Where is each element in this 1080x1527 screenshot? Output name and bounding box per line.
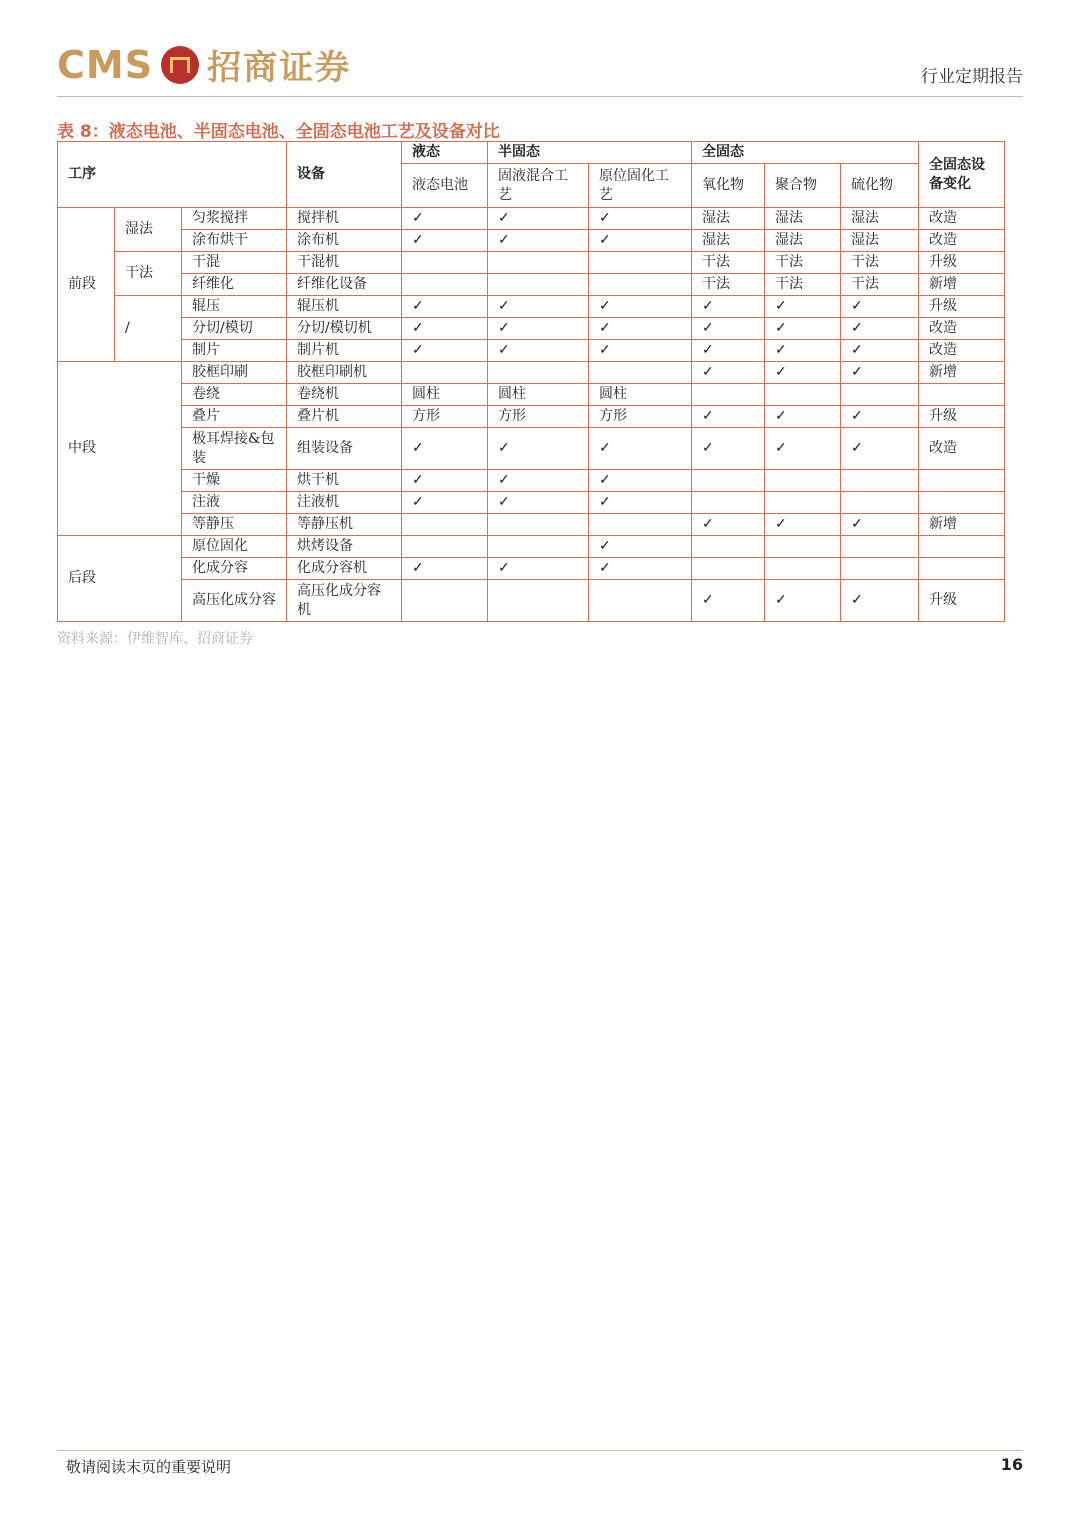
value-cell: ✓ <box>402 318 488 340</box>
value-cell <box>589 274 692 296</box>
value-cell: 干法 <box>692 274 765 296</box>
table-row <box>58 208 1005 230</box>
value-cell: ✓ <box>841 428 919 470</box>
page-header <box>57 36 1023 96</box>
cms-logo <box>57 40 351 89</box>
equipment-cell: 叠片机 <box>287 406 402 428</box>
process-step-cell: 原位固化 <box>182 536 287 558</box>
value-cell <box>402 536 488 558</box>
value-cell: ✓ <box>841 580 919 622</box>
equipment-cell: 辊压机 <box>287 296 402 318</box>
subheader-solid-liquid-mix: 固液混合工艺 <box>488 164 589 208</box>
change-cell <box>919 492 1005 514</box>
value-cell: ✓ <box>692 580 765 622</box>
value-cell: 湿法 <box>841 230 919 252</box>
value-cell <box>765 492 841 514</box>
value-cell: 圆柱 <box>488 384 589 406</box>
report-type: 行业定期报告 <box>921 67 1023 87</box>
equipment-cell: 胶框印刷机 <box>287 362 402 384</box>
value-cell: ✓ <box>402 428 488 470</box>
process-step-cell: 辊压 <box>182 296 287 318</box>
equipment-cell: 高压化成分容机 <box>287 580 402 622</box>
value-cell <box>765 536 841 558</box>
logo-emblem-icon <box>161 46 199 84</box>
value-cell <box>841 536 919 558</box>
equipment-cell: 分切/模切机 <box>287 318 402 340</box>
value-cell: 湿法 <box>765 230 841 252</box>
equipment-cell: 烘干机 <box>287 470 402 492</box>
value-cell: 干法 <box>692 252 765 274</box>
table-row <box>58 580 1005 622</box>
table-row <box>58 384 1005 406</box>
value-cell: ✓ <box>765 580 841 622</box>
process-step-cell: 叠片 <box>182 406 287 428</box>
value-cell: 干法 <box>765 252 841 274</box>
value-cell: ✓ <box>765 514 841 536</box>
value-cell: ✓ <box>589 296 692 318</box>
value-cell <box>692 536 765 558</box>
process-step-cell: 卷绕 <box>182 384 287 406</box>
table-row <box>58 252 1005 274</box>
header-equipment-change: 全固态设备变化 <box>919 142 1005 208</box>
equipment-cell: 干混机 <box>287 252 402 274</box>
value-cell: ✓ <box>692 428 765 470</box>
equipment-cell: 搅拌机 <box>287 208 402 230</box>
value-cell <box>589 580 692 622</box>
equipment-cell: 组装设备 <box>287 428 402 470</box>
change-cell <box>919 470 1005 492</box>
value-cell <box>841 558 919 580</box>
page-number: 16 <box>1000 1455 1023 1474</box>
value-cell: ✓ <box>692 514 765 536</box>
equipment-cell: 烘烤设备 <box>287 536 402 558</box>
value-cell: ✓ <box>488 296 589 318</box>
value-cell: ✓ <box>841 362 919 384</box>
subheader-in-situ-curing: 原位固化工艺 <box>589 164 692 208</box>
change-cell: 改造 <box>919 208 1005 230</box>
stage-back: 后段 <box>58 536 182 622</box>
change-cell: 改造 <box>919 230 1005 252</box>
value-cell: ✓ <box>488 492 589 514</box>
value-cell <box>589 252 692 274</box>
change-cell: 升级 <box>919 252 1005 274</box>
process-step-cell: 干混 <box>182 252 287 274</box>
value-cell <box>692 470 765 492</box>
value-cell: 湿法 <box>765 208 841 230</box>
value-cell: 方形 <box>402 406 488 428</box>
table-row <box>58 558 1005 580</box>
table-row <box>58 274 1005 296</box>
value-cell <box>488 580 589 622</box>
value-cell: ✓ <box>589 470 692 492</box>
process-step-cell: 注液 <box>182 492 287 514</box>
value-cell: ✓ <box>488 230 589 252</box>
process-step-cell: 分切/模切 <box>182 318 287 340</box>
subheader-sulfide: 硫化物 <box>841 164 919 208</box>
value-cell: 干法 <box>841 274 919 296</box>
group-wet: 湿法 <box>115 208 182 252</box>
process-step-cell: 化成分容 <box>182 558 287 580</box>
value-cell: ✓ <box>402 470 488 492</box>
value-cell: ✓ <box>402 230 488 252</box>
value-cell: ✓ <box>841 406 919 428</box>
value-cell: ✓ <box>402 296 488 318</box>
value-cell: ✓ <box>765 362 841 384</box>
header-divider <box>57 96 1023 97</box>
header-liquid: 液态 <box>402 142 488 164</box>
value-cell <box>692 558 765 580</box>
table-row <box>58 536 1005 558</box>
value-cell: 湿法 <box>692 208 765 230</box>
value-cell: ✓ <box>841 296 919 318</box>
logo-text-cn: 招商证券 <box>207 48 352 88</box>
group-none: / <box>115 296 182 362</box>
table-row <box>58 296 1005 318</box>
value-cell: ✓ <box>589 318 692 340</box>
value-cell <box>765 558 841 580</box>
value-cell: ✓ <box>841 514 919 536</box>
value-cell <box>488 362 589 384</box>
value-cell: 湿法 <box>841 208 919 230</box>
header-all-solid: 全固态 <box>692 142 919 164</box>
table-row <box>58 514 1005 536</box>
table-row <box>58 470 1005 492</box>
group-dry: 干法 <box>115 252 182 296</box>
value-cell: 干法 <box>841 252 919 274</box>
value-cell <box>402 580 488 622</box>
change-cell <box>919 558 1005 580</box>
value-cell: ✓ <box>589 536 692 558</box>
value-cell <box>488 514 589 536</box>
change-cell: 新增 <box>919 274 1005 296</box>
value-cell: ✓ <box>589 340 692 362</box>
change-cell <box>919 384 1005 406</box>
process-step-cell: 纤维化 <box>182 274 287 296</box>
value-cell: ✓ <box>765 340 841 362</box>
subheader-oxide: 氧化物 <box>692 164 765 208</box>
value-cell <box>841 470 919 492</box>
value-cell <box>589 514 692 536</box>
value-cell: ✓ <box>765 296 841 318</box>
value-cell: ✓ <box>692 406 765 428</box>
change-cell: 升级 <box>919 580 1005 622</box>
value-cell: ✓ <box>488 340 589 362</box>
value-cell: ✓ <box>692 362 765 384</box>
change-cell: 升级 <box>919 406 1005 428</box>
equipment-cell: 涂布机 <box>287 230 402 252</box>
table-title: 表 8：液态电池、半固态电池、全固态电池工艺及设备对比 <box>57 122 500 142</box>
value-cell: ✓ <box>765 318 841 340</box>
value-cell <box>589 362 692 384</box>
table-row <box>58 340 1005 362</box>
change-cell: 改造 <box>919 340 1005 362</box>
change-cell: 改造 <box>919 318 1005 340</box>
process-step-cell: 极耳焊接&包装 <box>182 428 287 470</box>
value-cell <box>488 274 589 296</box>
value-cell: ✓ <box>765 428 841 470</box>
value-cell: ✓ <box>402 340 488 362</box>
value-cell <box>692 384 765 406</box>
value-cell: ✓ <box>589 492 692 514</box>
footer-divider <box>57 1450 1023 1451</box>
value-cell <box>402 514 488 536</box>
equipment-cell: 注液机 <box>287 492 402 514</box>
value-cell: ✓ <box>841 340 919 362</box>
table-row <box>58 492 1005 514</box>
value-cell <box>488 536 589 558</box>
equipment-cell: 纤维化设备 <box>287 274 402 296</box>
value-cell: ✓ <box>589 208 692 230</box>
table-source: 资料来源：伊维智库、招商证券 <box>57 631 253 647</box>
footer-disclaimer: 敬请阅读末页的重要说明 <box>66 1458 232 1476</box>
equipment-cell: 制片机 <box>287 340 402 362</box>
subheader-polymer: 聚合物 <box>765 164 841 208</box>
change-cell: 新增 <box>919 362 1005 384</box>
change-cell: 改造 <box>919 428 1005 470</box>
table-row <box>58 362 1005 384</box>
value-cell <box>765 470 841 492</box>
value-cell: 方形 <box>488 406 589 428</box>
equipment-cell: 化成分容机 <box>287 558 402 580</box>
header-process: 工序 <box>58 142 287 208</box>
change-cell: 升级 <box>919 296 1005 318</box>
value-cell: ✓ <box>692 296 765 318</box>
value-cell: ✓ <box>402 558 488 580</box>
value-cell: 方形 <box>589 406 692 428</box>
change-cell <box>919 536 1005 558</box>
value-cell: ✓ <box>488 318 589 340</box>
value-cell: ✓ <box>402 492 488 514</box>
value-cell: 圆柱 <box>589 384 692 406</box>
logo-text-en: CMS <box>57 42 154 87</box>
table-row <box>58 318 1005 340</box>
value-cell: ✓ <box>692 340 765 362</box>
process-equipment-table <box>57 141 1005 622</box>
stage-mid: 中段 <box>58 362 182 536</box>
value-cell: 湿法 <box>692 230 765 252</box>
value-cell: ✓ <box>692 318 765 340</box>
value-cell <box>692 492 765 514</box>
value-cell: ✓ <box>488 470 589 492</box>
table-row <box>58 406 1005 428</box>
process-step-cell: 制片 <box>182 340 287 362</box>
value-cell <box>765 384 841 406</box>
table-row <box>58 428 1005 470</box>
value-cell <box>402 252 488 274</box>
process-step-cell: 匀浆搅拌 <box>182 208 287 230</box>
value-cell: ✓ <box>589 230 692 252</box>
value-cell: ✓ <box>488 208 589 230</box>
equipment-cell: 卷绕机 <box>287 384 402 406</box>
stage-front: 前段 <box>58 208 115 362</box>
value-cell <box>402 274 488 296</box>
header-semi-solid: 半固态 <box>488 142 692 164</box>
value-cell: 干法 <box>765 274 841 296</box>
subheader-liquid-battery: 液态电池 <box>402 164 488 208</box>
value-cell <box>402 362 488 384</box>
change-cell: 新增 <box>919 514 1005 536</box>
process-step-cell: 高压化成分容 <box>182 580 287 622</box>
process-step-cell: 等静压 <box>182 514 287 536</box>
value-cell: ✓ <box>402 208 488 230</box>
process-step-cell: 干燥 <box>182 470 287 492</box>
value-cell <box>488 252 589 274</box>
process-step-cell: 涂布烘干 <box>182 230 287 252</box>
table-row <box>58 230 1005 252</box>
value-cell: ✓ <box>488 558 589 580</box>
value-cell: ✓ <box>765 406 841 428</box>
value-cell: ✓ <box>841 318 919 340</box>
value-cell <box>841 384 919 406</box>
table-body <box>58 208 1005 622</box>
value-cell <box>841 492 919 514</box>
value-cell: ✓ <box>589 428 692 470</box>
value-cell: 圆柱 <box>402 384 488 406</box>
value-cell: ✓ <box>589 558 692 580</box>
process-step-cell: 胶框印刷 <box>182 362 287 384</box>
header-equipment: 设备 <box>287 142 402 208</box>
equipment-cell: 等静压机 <box>287 514 402 536</box>
value-cell: ✓ <box>488 428 589 470</box>
